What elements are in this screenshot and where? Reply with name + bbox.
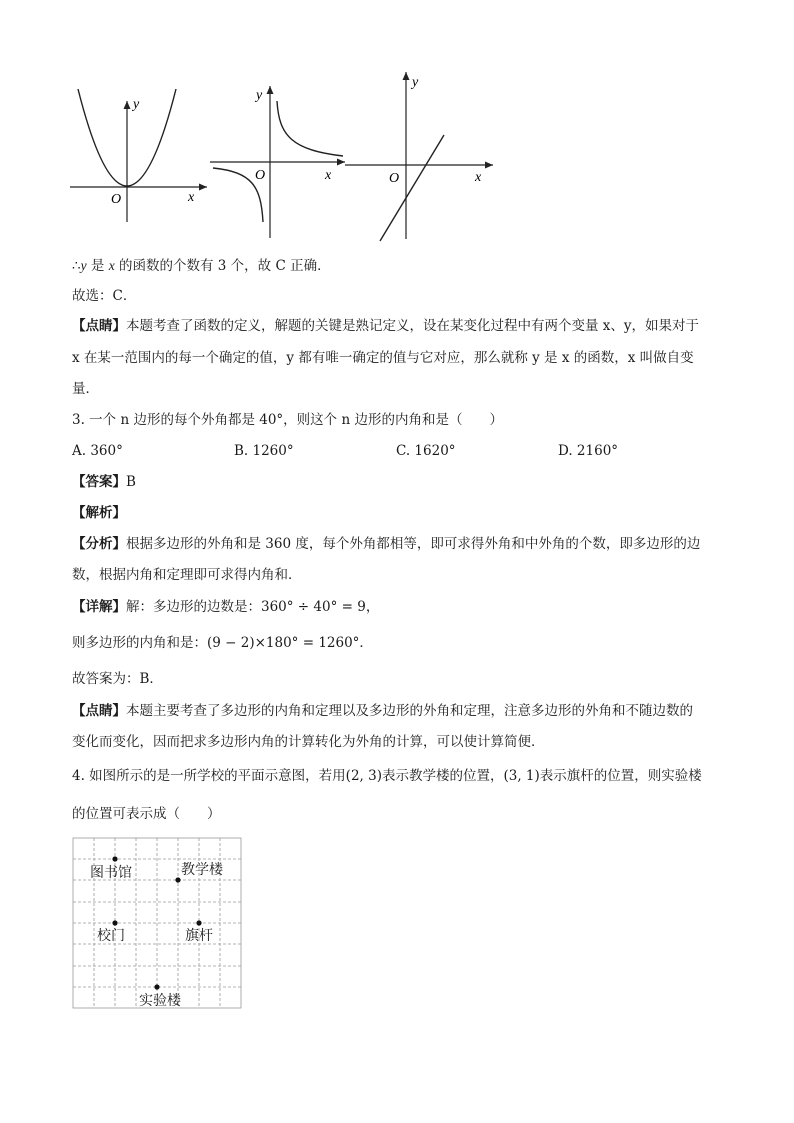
q3-analysis-tag: 【解析】 bbox=[72, 505, 126, 521]
axis-label-x-3: x bbox=[475, 170, 482, 185]
q3-option-c[interactable]: C. 1620° bbox=[396, 443, 456, 459]
conclusion-text-1: 是 bbox=[90, 258, 105, 274]
q3-detail-line2: 则多边形的内角和是：(9 − 2)×180° = 1260°． bbox=[72, 635, 373, 651]
map-label-gate: 校门 bbox=[97, 928, 125, 944]
answer-value: B bbox=[126, 474, 136, 490]
origin-label-2: O bbox=[255, 168, 266, 183]
linear-graph bbox=[345, 72, 493, 241]
detail-tag: 【详解】 bbox=[72, 599, 126, 615]
q3-note-tag: 【点睛】 bbox=[72, 703, 126, 719]
origin-label-3: O bbox=[389, 171, 400, 186]
q3-note-line1 bbox=[72, 701, 693, 721]
conclusion-text-2: 的函数的个数有 3 个，故 C 正确． bbox=[118, 258, 331, 274]
q4-stem-line1: 4. 如图所示的是一所学校的平面示意图，若用(2, 3)表示教学楼的位置，(3, 1)表示旗杆的位置，则实验楼 bbox=[72, 768, 702, 784]
var-y: y bbox=[80, 258, 87, 273]
q4-stem-line2: 的位置可表示成（ ） bbox=[72, 806, 221, 822]
origin-label-1: O bbox=[111, 192, 122, 207]
q3-fenxi-line2: 数，根据内角和定理即可求得内角和． bbox=[72, 567, 302, 583]
therefore-symbol: ∴ bbox=[72, 258, 81, 274]
map-label-flagpole: 旗杆 bbox=[185, 928, 213, 944]
note-text: 本题考查了函数的定义，解题的关键是熟记定义，设在某变化过程中有两个变量 x、y，如果对于 bbox=[126, 318, 700, 334]
q2-note-line2: x 在某一范围内的每一个确定的值，y 都有唯一确定的值与它对应，那么就称 y 是 x 的函数，x 叫做自变 bbox=[72, 350, 694, 366]
q2-note-line3: 量． bbox=[72, 381, 99, 397]
fenxi-tag: 【分析】 bbox=[72, 536, 126, 552]
map-label-lab: 实验楼 bbox=[139, 993, 181, 1009]
axis-label-y-1: y bbox=[133, 97, 140, 112]
conclusion-line bbox=[72, 256, 331, 276]
map-label-library: 图书馆 bbox=[90, 865, 132, 881]
q2-note-line1 bbox=[72, 316, 699, 336]
q3-fenxi-line1 bbox=[72, 534, 700, 554]
teaching-building-point bbox=[175, 877, 180, 882]
map-label-teaching: 教学楼 bbox=[181, 862, 223, 878]
q3-note-line2: 变化而变化，因而把求多边形内角的计算转化为外角的计算，可以使计算简便． bbox=[72, 734, 545, 750]
hyperbola-graph bbox=[210, 86, 345, 238]
axis-label-y-2: y bbox=[256, 88, 263, 103]
library-point bbox=[112, 856, 117, 861]
note-tag: 【点睛】 bbox=[72, 318, 126, 334]
q3-option-a[interactable]: A. 360° bbox=[72, 443, 123, 459]
var-x: x bbox=[108, 258, 115, 273]
q3-detail-line1 bbox=[72, 597, 379, 617]
q3-final: 故答案为：B． bbox=[72, 671, 163, 687]
answer-choice-line: 故选：C． bbox=[72, 288, 137, 304]
axis-label-x-1: x bbox=[188, 190, 195, 205]
answer-tag: 【答案】 bbox=[72, 474, 126, 490]
axis-label-x-2: x bbox=[325, 168, 332, 183]
q3-note-text: 本题主要考查了多边形的内角和定理以及多边形的外角和定理，注意多边形的外角和不随边数的 bbox=[126, 703, 693, 719]
q3-option-d[interactable]: D. 2160° bbox=[558, 443, 619, 459]
function-graphs bbox=[0, 0, 794, 250]
q3-stem: 3. 一个 n 边形的每个外角都是 40°，则这个 n 边形的内角和是（ ） bbox=[72, 412, 503, 428]
q3-option-b[interactable]: B. 1260° bbox=[234, 443, 294, 459]
q3-options bbox=[72, 441, 672, 461]
lab-building-point bbox=[154, 984, 159, 989]
axis-label-y-3: y bbox=[412, 75, 419, 90]
q3-answer-line bbox=[72, 472, 136, 492]
parabola-graph bbox=[70, 89, 207, 222]
fenxi-text: 根据多边形的外角和是 360 度，每个外角都相等，即可求得外角和中外角的个数，即多边形的边 bbox=[126, 536, 701, 552]
detail-text: 解：多边形的边数是：360° ÷ 40° = 9， bbox=[126, 599, 380, 615]
